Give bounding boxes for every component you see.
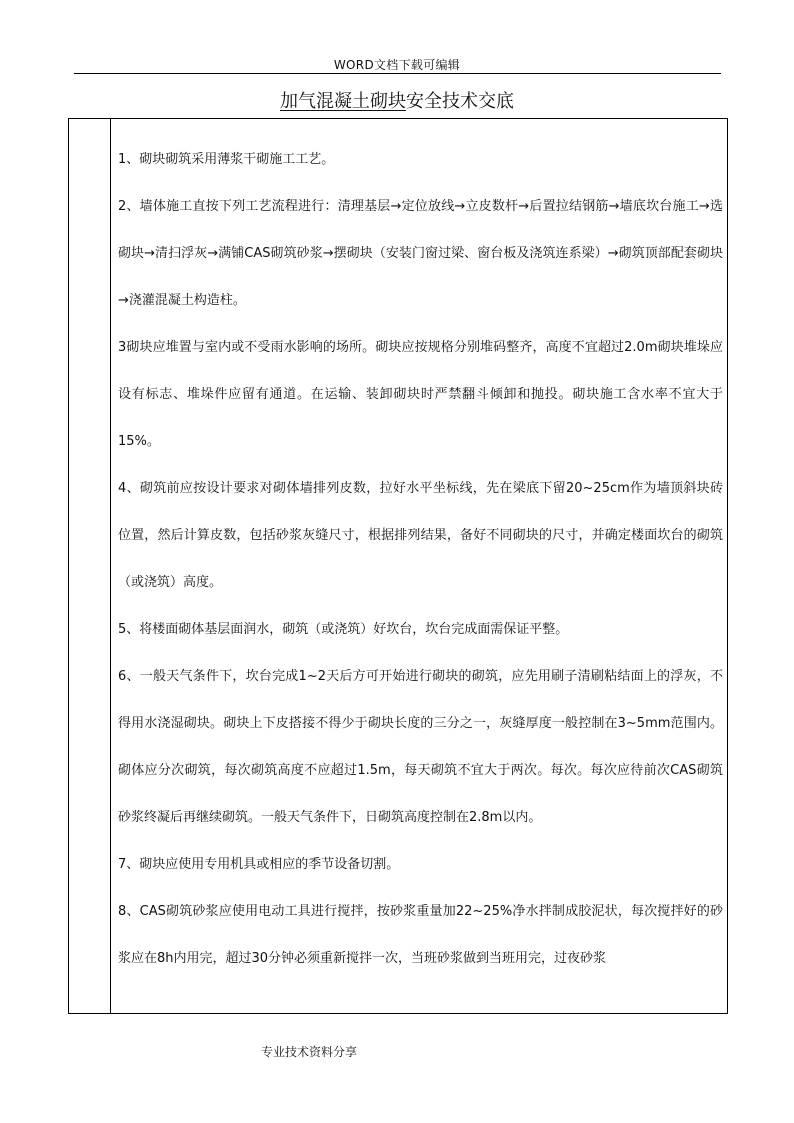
paragraph-6: 6、一般天气条件下，坎台完成1~2天后方可开始进行砌块的砌筑，应先用刷子清刷粘结面上的浮灰，不得用水浇湿砌块。砌块上下皮搭接不得少于砌块长度的三分之一，灰缝厚度一般控制在3~5mm范围内。砌体应分次砌筑，每次砌筑高度不应超过1.5m，每天砌筑不宜大于两次。每次。每次应待前次CAS砌筑砂浆终凝后再继续砌筑。一般天气条件下，日砌筑高度控制在2.8m以内。 [118,669,723,825]
label-column [69,119,111,1013]
paragraph-2: 2、墙体施工直按下列工艺流程进行：清理基层→定位放线→立皮数杆→后置拉结钢筋→墙底坎台施工→选砌块→清扫浮灰→满铺CAS砌筑砂浆→摆砌块（安装门窗过梁、窗台板及浇筑连系梁）→砌筑顶部配套砌块→浇灌混凝土构造柱。 [118,199,723,308]
paragraph-5: 5、将楼面砌体基层面润水，砌筑（或浇筑）好坎台，坎台完成面需保证平整。 [118,622,569,637]
paragraph-1: 1、砌块砌筑采用薄浆干砌施工工艺。 [118,152,335,167]
content-table [68,118,728,1014]
content-body [118,136,723,982]
page-footer: 专业技术资料分享 [261,1045,358,1059]
content-column [111,119,727,1013]
paragraph-3: 3砌块应堆置与室内或不受雨水影响的场所。砌块应按规格分别堆码整齐，高度不宜超过2.0m砌块堆垛应设有标志、堆垛件应留有通道。在运输、装卸砌块时严禁翻斗倾卸和抛投。砌块施工含水率不宜大于15%。 [118,340,723,449]
title-underlined-part: 加气混凝土砌块 [280,91,406,112]
document-title [0,87,794,113]
paragraph-4: 4、砌筑前应按设计要求对砌体墙排列皮数，拉好水平坐标线，先在梁底下留20~25cm作为墙顶斜块砖位置，然后计算皮数，包括砂浆灰缝尺寸，根据排列结果，备好不同砌块的尺寸，并确定楼面坎台的砌筑（或浇筑）高度。 [118,481,723,590]
paragraph-7: 7、砌块应使用专用机具或相应的季节设备切割。 [118,857,400,872]
title-rest: 安全技术交底 [406,91,514,112]
header-rule [74,73,721,74]
page-header: WORD文档下载可编辑 [333,58,461,72]
paragraph-8: 8、CAS砌筑砂浆应使用电动工具进行搅拌，按砂浆重量加22~25%净水拌制成胶泥状，每次搅拌好的砂浆应在8h内用完，超过30分钟必须重新搅拌一次，当班砂浆做到当班用完，过夜砂浆 [118,904,723,966]
